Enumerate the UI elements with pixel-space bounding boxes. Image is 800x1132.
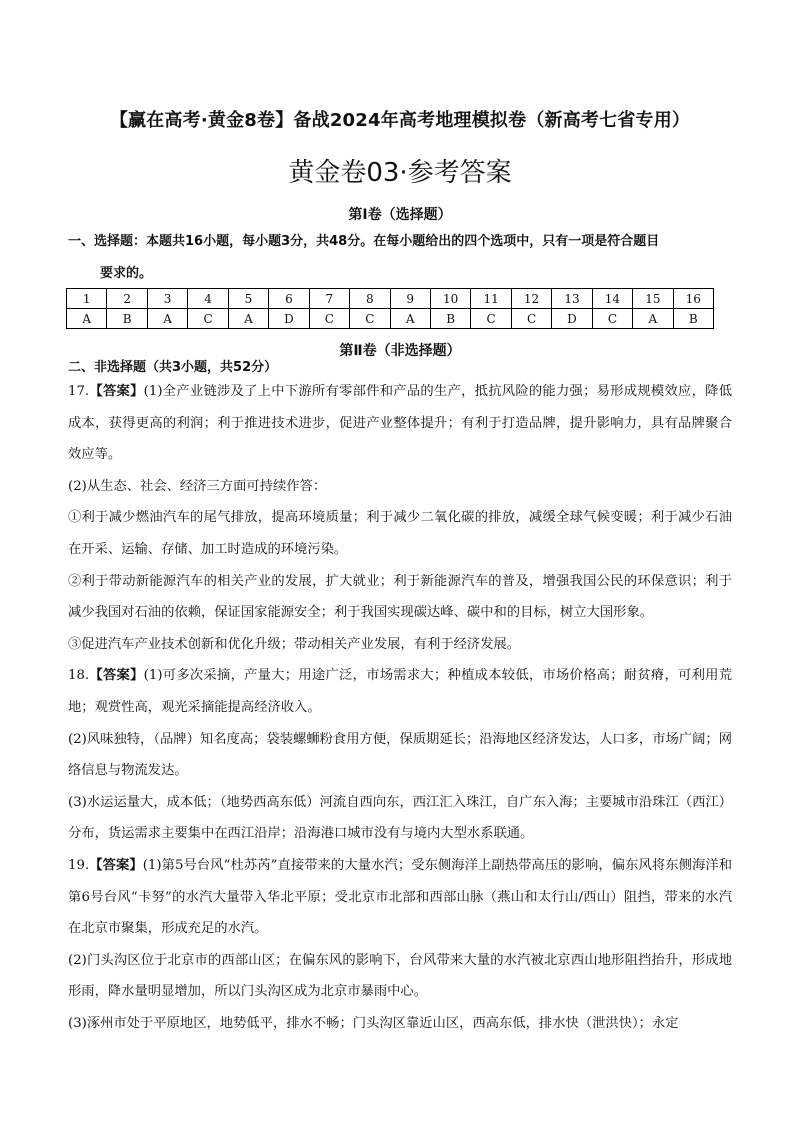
answer-cell: A — [390, 309, 430, 329]
question-number-cell: 8 — [350, 289, 390, 309]
part1-instruction-line2: 要求的。 — [100, 266, 153, 281]
answer-cell: C — [511, 309, 551, 329]
q19-paragraph-2: (2)门头沟区位于北京市的西部山区；在偏东风的影响下，台风带来大量的水汽被北京西山地形阻挡抬升，形成地形雨，降水量明显增加，所以门头沟区成为北京市暴雨中心。 — [68, 952, 732, 1000]
part1-heading: 第Ⅰ卷（选择题） — [348, 207, 452, 223]
answer-cell: A — [67, 309, 107, 329]
answer-cell: C — [309, 309, 349, 329]
question-number-cell: 3 — [147, 289, 187, 309]
answer-cell: A — [147, 309, 187, 329]
q19-paragraph-3: (3)涿州市处于平原地区，地势低平，排水不畅；门头沟区靠近山区，西高东低，排水快（泄洪快）；永定 — [68, 1015, 679, 1031]
question-number: 17. — [68, 384, 90, 399]
q17-paragraph-2: (2)从生态、社会、经济三方面可持续作答： — [68, 478, 327, 494]
question-number-cell: 6 — [269, 289, 309, 309]
answer-cell: C — [188, 309, 228, 329]
q19-paragraph-1 — [68, 850, 732, 945]
question-number-cell: 12 — [511, 289, 551, 309]
answer-cell: D — [552, 309, 592, 329]
q17-paragraph-4: ②利于带动新能源汽车的相关产业的发展，扩大就业；利于新能源汽车的普及，增强我国公民的环保意识；利于减少我国对石油的依赖，保证国家能源安全；利于我国实现碳达峰、碳中和的目标，树立大国形象。 — [68, 573, 732, 621]
question-number-cell: 2 — [107, 289, 147, 309]
answer-cell: A — [633, 309, 673, 329]
answer-cell: C — [592, 309, 632, 329]
q17-paragraph-5: ③促进汽车产业技术创新和优化升级；带动相关产业发展，有利于经济发展。 — [68, 636, 521, 652]
question-number-cell: 5 — [228, 289, 268, 309]
question-number-cell: 10 — [430, 289, 470, 309]
question-number-cell: 9 — [390, 289, 430, 309]
question-number-cell: 7 — [309, 289, 349, 309]
question-number-cell: 4 — [188, 289, 228, 309]
question-number-cell: 11 — [471, 289, 511, 309]
answer-cell: A — [228, 309, 268, 329]
question-number-cell: 16 — [673, 289, 713, 309]
part1-instruction-line1: 一、选择题：本题共16小题，每小题3分，共48分。在每小题给出的四个选项中，只有一项是符合题目 — [68, 234, 660, 249]
question-number: 18. — [68, 668, 90, 684]
question-number-cell: 13 — [552, 289, 592, 309]
question-number: 19. — [68, 857, 90, 873]
q18-paragraph-2: (2)风味独特，（品牌）知名度高；袋装螺蛳粉食用方便，保质期延长；沿海地区经济发达，人口多，市场广阔；网络信息与物流发达。 — [68, 731, 732, 779]
part1-instruction — [68, 226, 728, 290]
question-number-cell: 14 — [592, 289, 632, 309]
answer-cell: B — [430, 309, 470, 329]
answer-cell: B — [107, 309, 147, 329]
part2-instruction: 二、非选择题（共3小题，共52分） — [68, 360, 278, 375]
answer-tag: 【答案】 — [89, 384, 144, 399]
series-title: 【赢在高考·黄金8卷】备战2024年高考地理模拟卷（新高考七省专用） — [109, 110, 691, 131]
q17-paragraph-3: ①利于减少燃油汽车的尾气排放，提高环境质量；利于减少二氧化碳的排放，减缓全球气候变暖；利于减少石油在开采、运输、存储、加工时造成的环境污染。 — [68, 510, 732, 557]
answer-tag: 【答案】 — [89, 857, 143, 873]
answer-row — [67, 309, 714, 329]
answer-cell: C — [471, 309, 511, 329]
answer-text: (1)第5号台风“杜苏芮”直接带来的大量水汽；受东侧海洋上副热带高压的影响，偏东风将东侧海洋和第6号台风“卡努”的水汽大量带入华北平原；受北京市北部和西部山脉（燕山和太行山/西山）阻挡，带来的水汽在北京市聚集，形成充足的水汽。 — [68, 857, 733, 937]
part2-heading: 第Ⅱ卷（非选择题） — [339, 343, 461, 359]
answer-text: (1)可多次采摘，产量大；用途广泛，市场需求大；种植成本较低，市场价格高；耐贫瘠，可利用荒地；观赏性高，观光采摘能提高经济收入。 — [68, 668, 733, 715]
answer-tag: 【答案】 — [89, 668, 144, 684]
question-number-cell: 1 — [67, 289, 107, 309]
answer-text: (1)全产业链涉及了上中下游所有零部件和产品的生产，抵抗风险的能力强；易形成规模效应，降低成本，获得更高的利润；利于推进技术进步，促进产业整体提升；有利于打造品牌，提升影响力，具有品牌聚合效应等。 — [68, 384, 733, 463]
question-number-row — [67, 289, 714, 309]
answer-cell: C — [350, 309, 390, 329]
question-number-cell: 15 — [633, 289, 673, 309]
document-title: 黄金卷03·参考答案 — [288, 158, 512, 188]
q18-paragraph-1 — [68, 660, 732, 723]
q17-paragraph-1 — [68, 376, 732, 471]
answer-cell: D — [269, 309, 309, 329]
answer-cell: B — [673, 309, 713, 329]
answer-body — [68, 376, 732, 1039]
q18-paragraph-3: (3)水运运量大，成本低；（地势西高东低）河流自西向东，西江汇入珠江，自广东入海；主要城市沿珠江（西江）分布，货运需求主要集中在西江沿岸；沿海港口城市没有与境内大型水系联通。 — [68, 794, 732, 842]
answer-table — [66, 288, 714, 329]
